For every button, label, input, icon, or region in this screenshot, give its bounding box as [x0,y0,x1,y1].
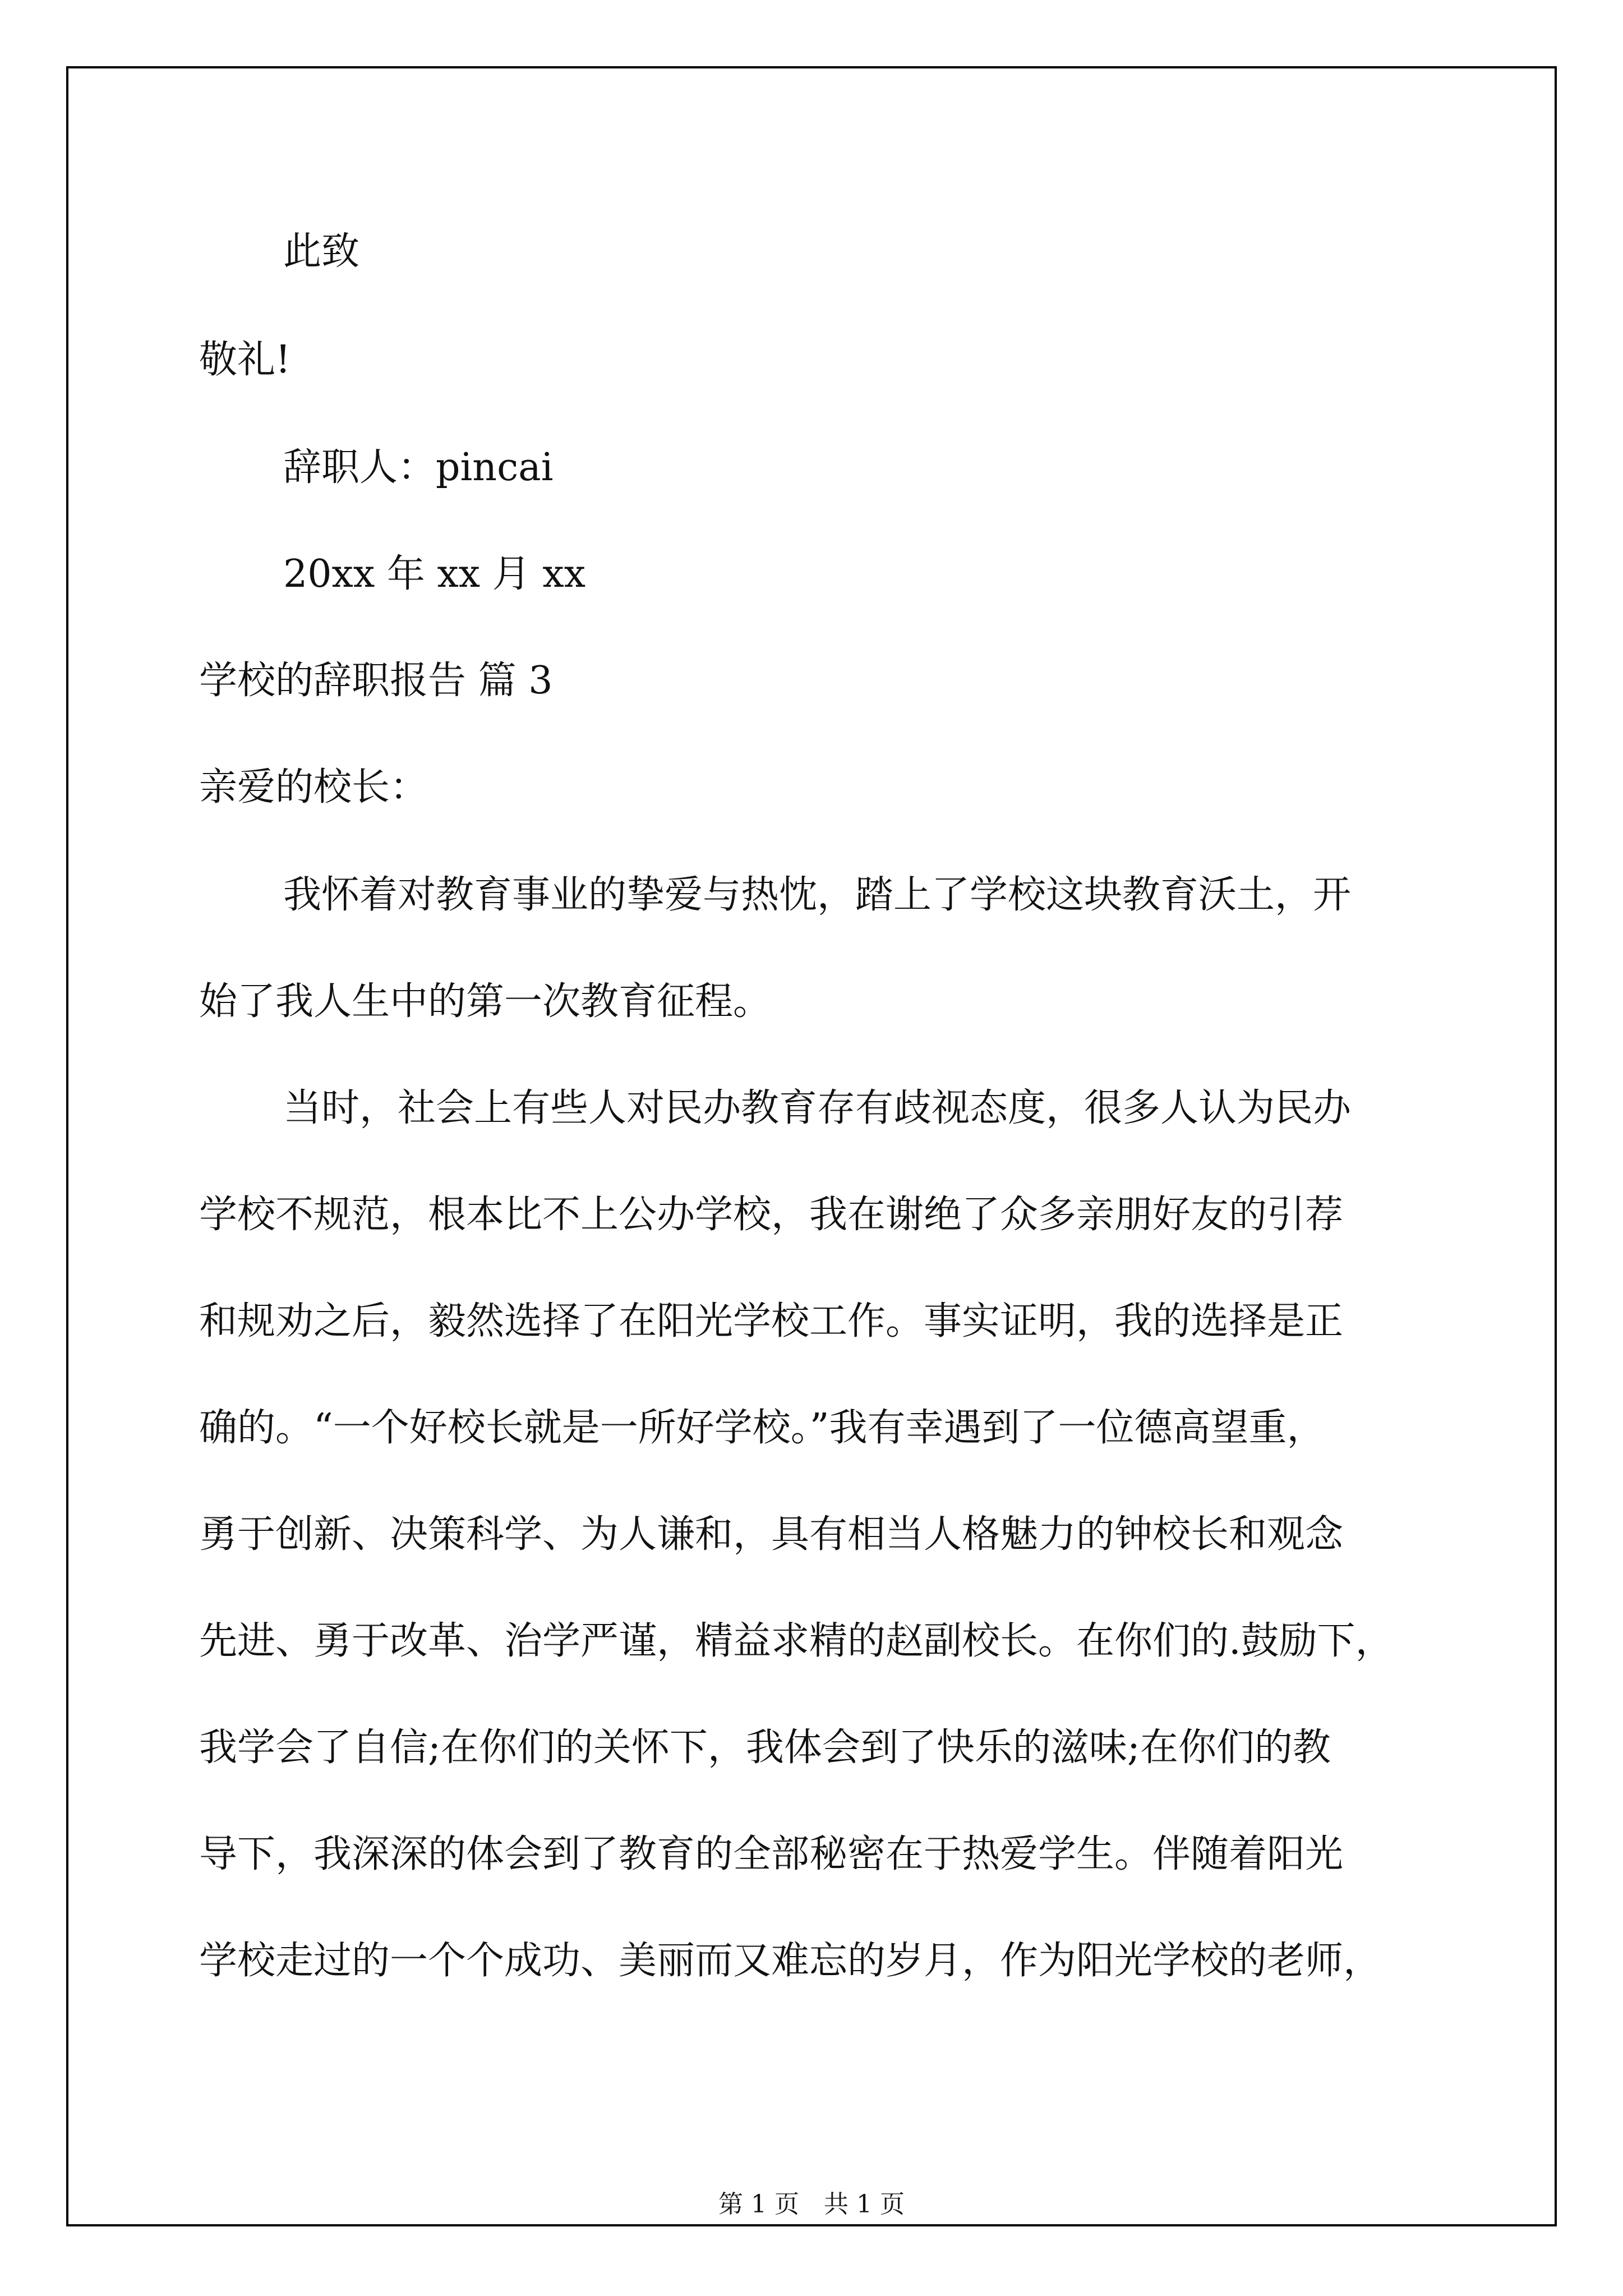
page-border [66,66,1557,2226]
paragraph-line: 勇于创新、决策科学、为人谦和，具有相当人格魅力的钟校长和观念 [199,1512,1344,1557]
paragraph-line: 和规劝之后，毅然选择了在阳光学校工作。事实证明，我的选择是正 [199,1299,1344,1343]
paragraph-line: 确的。“一个好校长就是一所好学校。”我有幸遇到了一位德高望重， [199,1406,1325,1450]
paragraph-line: 学校走过的一个个成功、美丽而又难忘的岁月，作为阳光学校的老师， [199,1939,1382,1983]
closing-regards: 敬礼! [199,338,291,382]
paragraph-line: 导下，我深深的体会到了教育的全部秘密在于热爱学生。伴随着阳光 [199,1832,1344,1876]
page-footer: 第 1 页 共 1 页 [718,2190,905,2219]
paragraph-line: 先进、勇于改革、治学严谨，精益求精的赵副校长。在你们的.鼓励下， [199,1619,1394,1663]
section-heading: 学校的辞职报告 篇 3 [199,659,553,703]
paragraph-line: 我学会了自信;在你们的关怀下，我体会到了快乐的滋味;在你们的教 [199,1726,1331,1770]
paragraph-line: 学校不规范，根本比不上公办学校，我在谢绝了众多亲朋好友的引荐 [199,1193,1344,1237]
closing-salutation: 此致 [283,229,360,274]
letter-greeting: 亲爱的校长： [199,765,428,809]
paragraph-line: 始了我人生中的第一次教育征程。 [199,979,772,1024]
date-line: 20xx 年 xx 月 xx [283,552,586,596]
resigner-line: 辞职人：pincai [283,445,554,490]
paragraph-line: 当时，社会上有些人对民办教育存有歧视态度，很多人认为民办 [283,1086,1352,1130]
paragraph-line: 我怀着对教育事业的挚爱与热忱，踏上了学校这块教育沃土，开 [283,873,1352,917]
